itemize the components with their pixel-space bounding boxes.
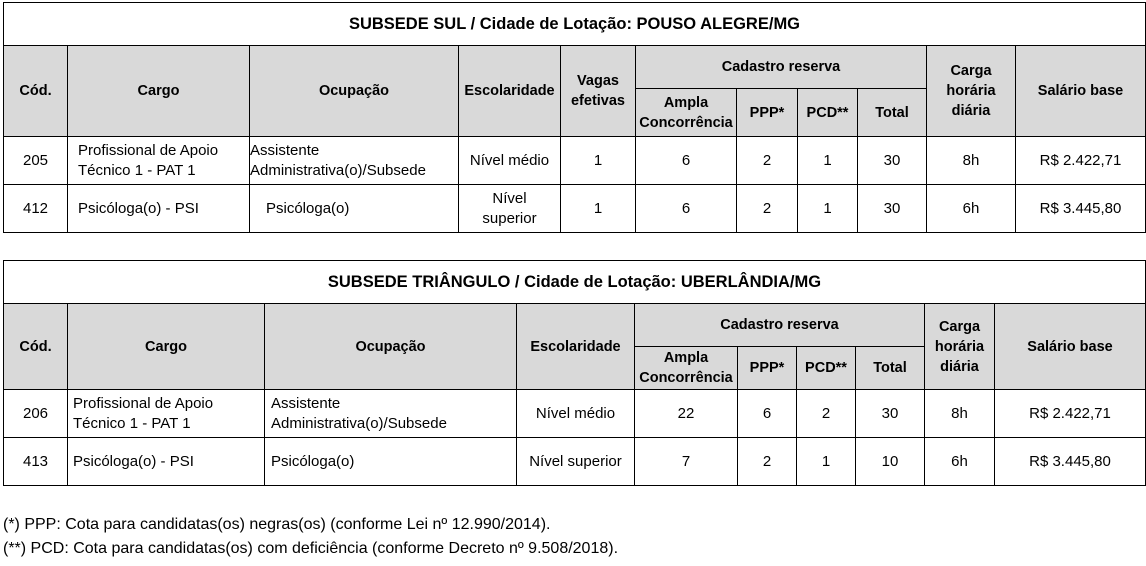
- cell-escolaridade: Nível médio: [459, 137, 561, 185]
- cell-escolaridade: Nível superior: [517, 438, 635, 486]
- cell-cod: 206: [4, 390, 68, 438]
- cell-escolaridade: Nível médio: [517, 390, 635, 438]
- cell-ocupacao: Psicóloga(o): [250, 185, 459, 233]
- cell-cod: 205: [4, 137, 68, 185]
- cell-total: 30: [858, 137, 927, 185]
- header-salario: Salário base: [1016, 46, 1146, 137]
- table-row: [4, 438, 1146, 486]
- footnote-ppp: (*) PPP: Cota para candidatas(os) negras(os) (conforme Lei nº 12.990/2014).: [3, 516, 551, 533]
- header-cargo: Cargo: [68, 304, 265, 390]
- header-cadastro-reserva: Cadastro reserva: [636, 46, 927, 89]
- cell-carga: 6h: [925, 438, 995, 486]
- vacancy-table-sul: [3, 2, 1146, 233]
- cell-cargo: Profissional de Apoio Técnico 1 - PAT 1: [68, 137, 250, 185]
- cell-cod: 412: [4, 185, 68, 233]
- cell-carga: 8h: [927, 137, 1016, 185]
- cell-pcd: 1: [798, 137, 858, 185]
- header-cod: Cód.: [4, 304, 68, 390]
- footnote-pcd: (**) PCD: Cota para candidatas(os) com deficiência (conforme Decreto nº 9.508/2018).: [3, 540, 619, 557]
- cell-ampla: 6: [636, 185, 737, 233]
- header-ampla: Ampla Concorrência: [635, 347, 738, 390]
- cell-ppp: 6: [738, 390, 797, 438]
- header-total: Total: [856, 347, 925, 390]
- cell-ppp: 2: [737, 137, 798, 185]
- header-carga-horaria: Carga horária diária: [925, 304, 995, 390]
- cell-salario: R$ 2.422,71: [1016, 137, 1146, 185]
- cell-salario: R$ 3.445,80: [995, 438, 1146, 486]
- cell-salario: R$ 2.422,71: [995, 390, 1146, 438]
- cell-ampla: 7: [635, 438, 738, 486]
- cell-total: 30: [856, 390, 925, 438]
- header-escolaridade: Escolaridade: [517, 304, 635, 390]
- cell-pcd: 1: [797, 438, 856, 486]
- header-total: Total: [858, 89, 927, 137]
- table-row: [4, 390, 1146, 438]
- header-pcd: PCD**: [797, 347, 856, 390]
- cell-pcd: 1: [798, 185, 858, 233]
- cell-ocupacao: Assistente Administrativa(o)/Subsede: [250, 137, 459, 185]
- cell-pcd: 2: [797, 390, 856, 438]
- cell-total: 10: [856, 438, 925, 486]
- table-row: [4, 137, 1146, 185]
- table-row: [4, 185, 1146, 233]
- cell-cod: 413: [4, 438, 68, 486]
- header-carga-horaria: Carga horária diária: [927, 46, 1016, 137]
- cell-salario: R$ 3.445,80: [1016, 185, 1146, 233]
- header-ocupacao: Ocupação: [265, 304, 517, 390]
- cell-cargo: Psicóloga(o) - PSI: [68, 438, 265, 486]
- header-cadastro-reserva: Cadastro reserva: [635, 304, 925, 347]
- cell-escolaridade: Nível superior: [459, 185, 561, 233]
- table-title: SUBSEDE SUL / Cidade de Lotação: POUSO ALEGRE/MG: [4, 3, 1146, 46]
- cell-ocupacao: Psicóloga(o): [265, 438, 517, 486]
- header-cod: Cód.: [4, 46, 68, 137]
- cell-total: 30: [858, 185, 927, 233]
- header-ocupacao: Ocupação: [250, 46, 459, 137]
- cell-ppp: 2: [738, 438, 797, 486]
- table-title: SUBSEDE TRIÂNGULO / Cidade de Lotação: UBERLÂNDIA/MG: [4, 261, 1146, 304]
- cell-ampla: 6: [636, 137, 737, 185]
- cell-ampla: 22: [635, 390, 738, 438]
- header-ppp: PPP*: [738, 347, 797, 390]
- header-salario: Salário base: [995, 304, 1146, 390]
- cell-carga: 8h: [925, 390, 995, 438]
- cell-vagas: 1: [561, 185, 636, 233]
- cell-cargo: Profissional de Apoio Técnico 1 - PAT 1: [68, 390, 265, 438]
- cell-vagas: 1: [561, 137, 636, 185]
- cell-cargo: Psicóloga(o) - PSI: [68, 185, 250, 233]
- header-ppp: PPP*: [737, 89, 798, 137]
- header-escolaridade: Escolaridade: [459, 46, 561, 137]
- cell-ppp: 2: [737, 185, 798, 233]
- cell-ocupacao: Assistente Administrativa(o)/Subsede: [265, 390, 517, 438]
- header-vagas: Vagas efetivas: [561, 46, 636, 137]
- header-cargo: Cargo: [68, 46, 250, 137]
- header-ampla: Ampla Concorrência: [636, 89, 737, 137]
- header-pcd: PCD**: [798, 89, 858, 137]
- vacancy-table-triangulo: [3, 260, 1146, 486]
- cell-carga: 6h: [927, 185, 1016, 233]
